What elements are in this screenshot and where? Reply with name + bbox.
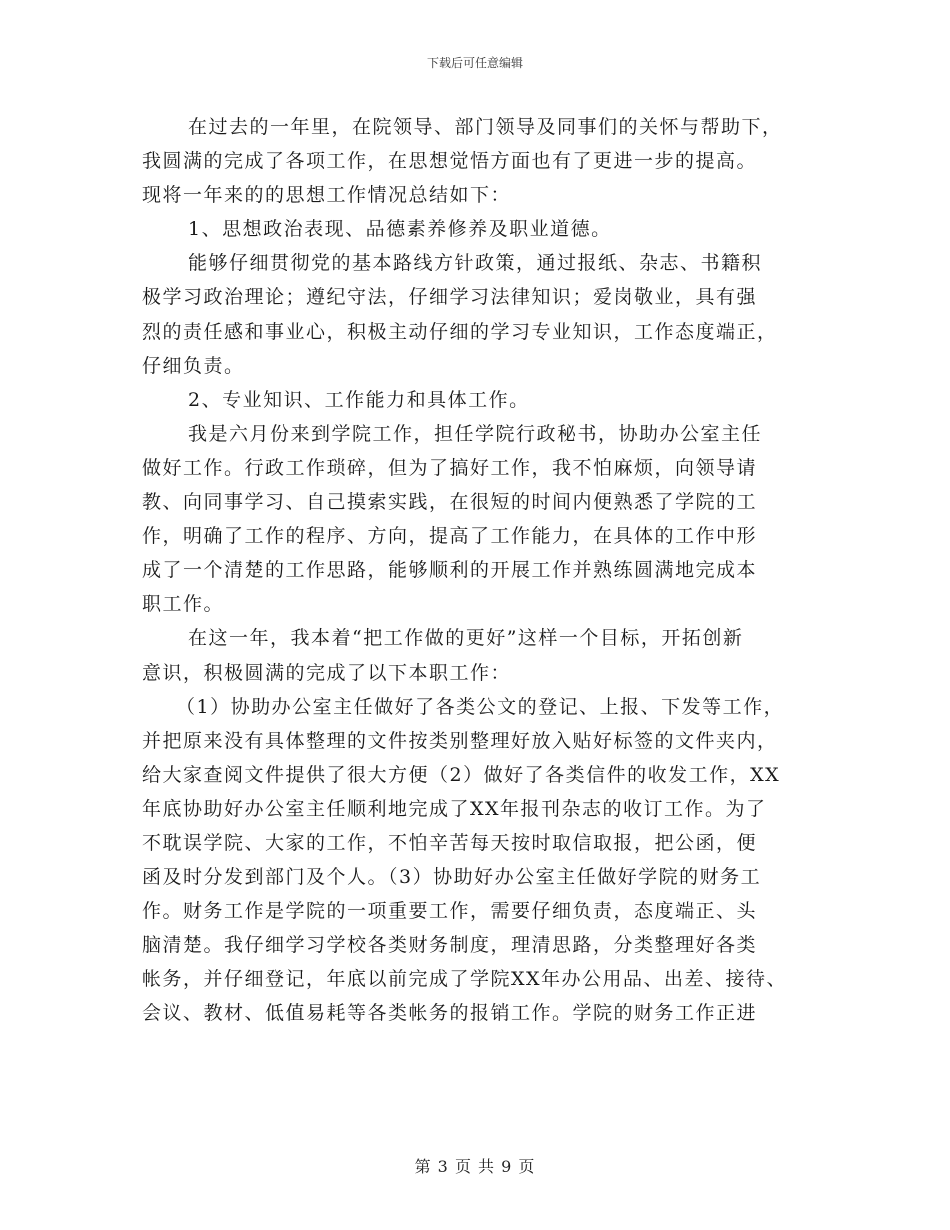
paragraph-line: 极学习政治理论；遵纪守法，仔细学习法律知识；爱岗敬业，具有强 xyxy=(142,286,758,309)
paragraph-line: 给大家查阅文件提供了很大方便（2）做好了各类信件的收发工作，XX xyxy=(142,763,781,786)
paragraph-line: （1）协助办公室主任做好了各类公文的登记、上报、下发等工作， xyxy=(176,695,785,718)
page-number-footer: 第 3 页 共 9 页 xyxy=(414,1157,536,1176)
paragraph-line: 做好工作。行政工作琐碎，但为了搞好工作，我不怕麻烦，向领导请 xyxy=(142,456,758,479)
paragraph-line: 作。财务工作是学院的一项重要工作，需要仔细负责，态度端正、头 xyxy=(142,900,758,923)
paragraph-line: 函及时分发到部门及个人。（3）协助好办公室主任做好学院的财务工 xyxy=(142,866,762,889)
paragraph-line: 仔细负责。 xyxy=(142,354,245,377)
paragraph-line: 在这一年，我本着“把工作做的更好”这样一个目标，开拓创新 xyxy=(188,627,744,650)
paragraph-line: 职工作。 xyxy=(142,593,225,616)
paragraph-line: 年底协助好办公室主任顺利地完成了XX年报刊杂志的收订工作。为了 xyxy=(142,797,767,820)
paragraph-line: 会议、教材、低值易耗等各类帐务的报销工作。学院的财务工作正进 xyxy=(142,1002,758,1025)
paragraph-line: 我是六月份来到学院工作，担任学院行政秘书，协助办公室主任 xyxy=(188,422,763,445)
paragraph-line: 教、向同事学习、自己摸索实践，在很短的时间内便熟悉了学院的工 xyxy=(142,491,758,514)
paragraph-line: 能够仔细贯彻党的基本路线方针政策，通过报纸、杂志、书籍积 xyxy=(188,252,763,275)
paragraph-line: 我圆满的完成了各项工作，在思想觉悟方面也有了更进一步的提高。 xyxy=(142,150,758,173)
paragraph-line: 意识，积极圆满的完成了以下本职工作： xyxy=(142,661,512,684)
paragraph-line: 成了一个清楚的工作思路，能够顺利的开展工作并熟练圆满地完成本 xyxy=(142,559,758,582)
paragraph-line: 1、思想政治表现、品德素养修养及职业道德。 xyxy=(188,218,612,241)
page-header: 下载后可任意编辑 xyxy=(426,56,523,70)
paragraph-line: 脑清楚。我仔细学习学校各类财务制度，理清思路，分类整理好各类 xyxy=(142,934,758,957)
document-body xyxy=(142,110,822,1031)
paragraph-line: 作，明确了工作的程序、方向，提高了工作能力，在具体的工作中形 xyxy=(142,525,758,548)
paragraph-line: 帐务，并仔细登记，年底以前完成了学院XX年办公用品、出差、接待、 xyxy=(142,968,788,991)
paragraph-line: 2、专业知识、工作能力和具体工作。 xyxy=(188,388,530,411)
paragraph-line: 在过去的一年里，在院领导、部门领导及同事们的关怀与帮助下， xyxy=(188,116,783,138)
paragraph-line: 并把原来没有具体整理的文件按类别整理好放入贴好标签的文件夹内， xyxy=(142,729,778,752)
paragraph-line: 烈的责任感和事业心，积极主动仔细的学习专业知识，工作态度端正， xyxy=(142,320,778,343)
paragraph-line: 不耽误学院、大家的工作，不怕辛苦每天按时取信取报，把公函，便 xyxy=(142,831,758,854)
paragraph-line: 现将一年来的的思想工作情况总结如下： xyxy=(142,184,512,207)
